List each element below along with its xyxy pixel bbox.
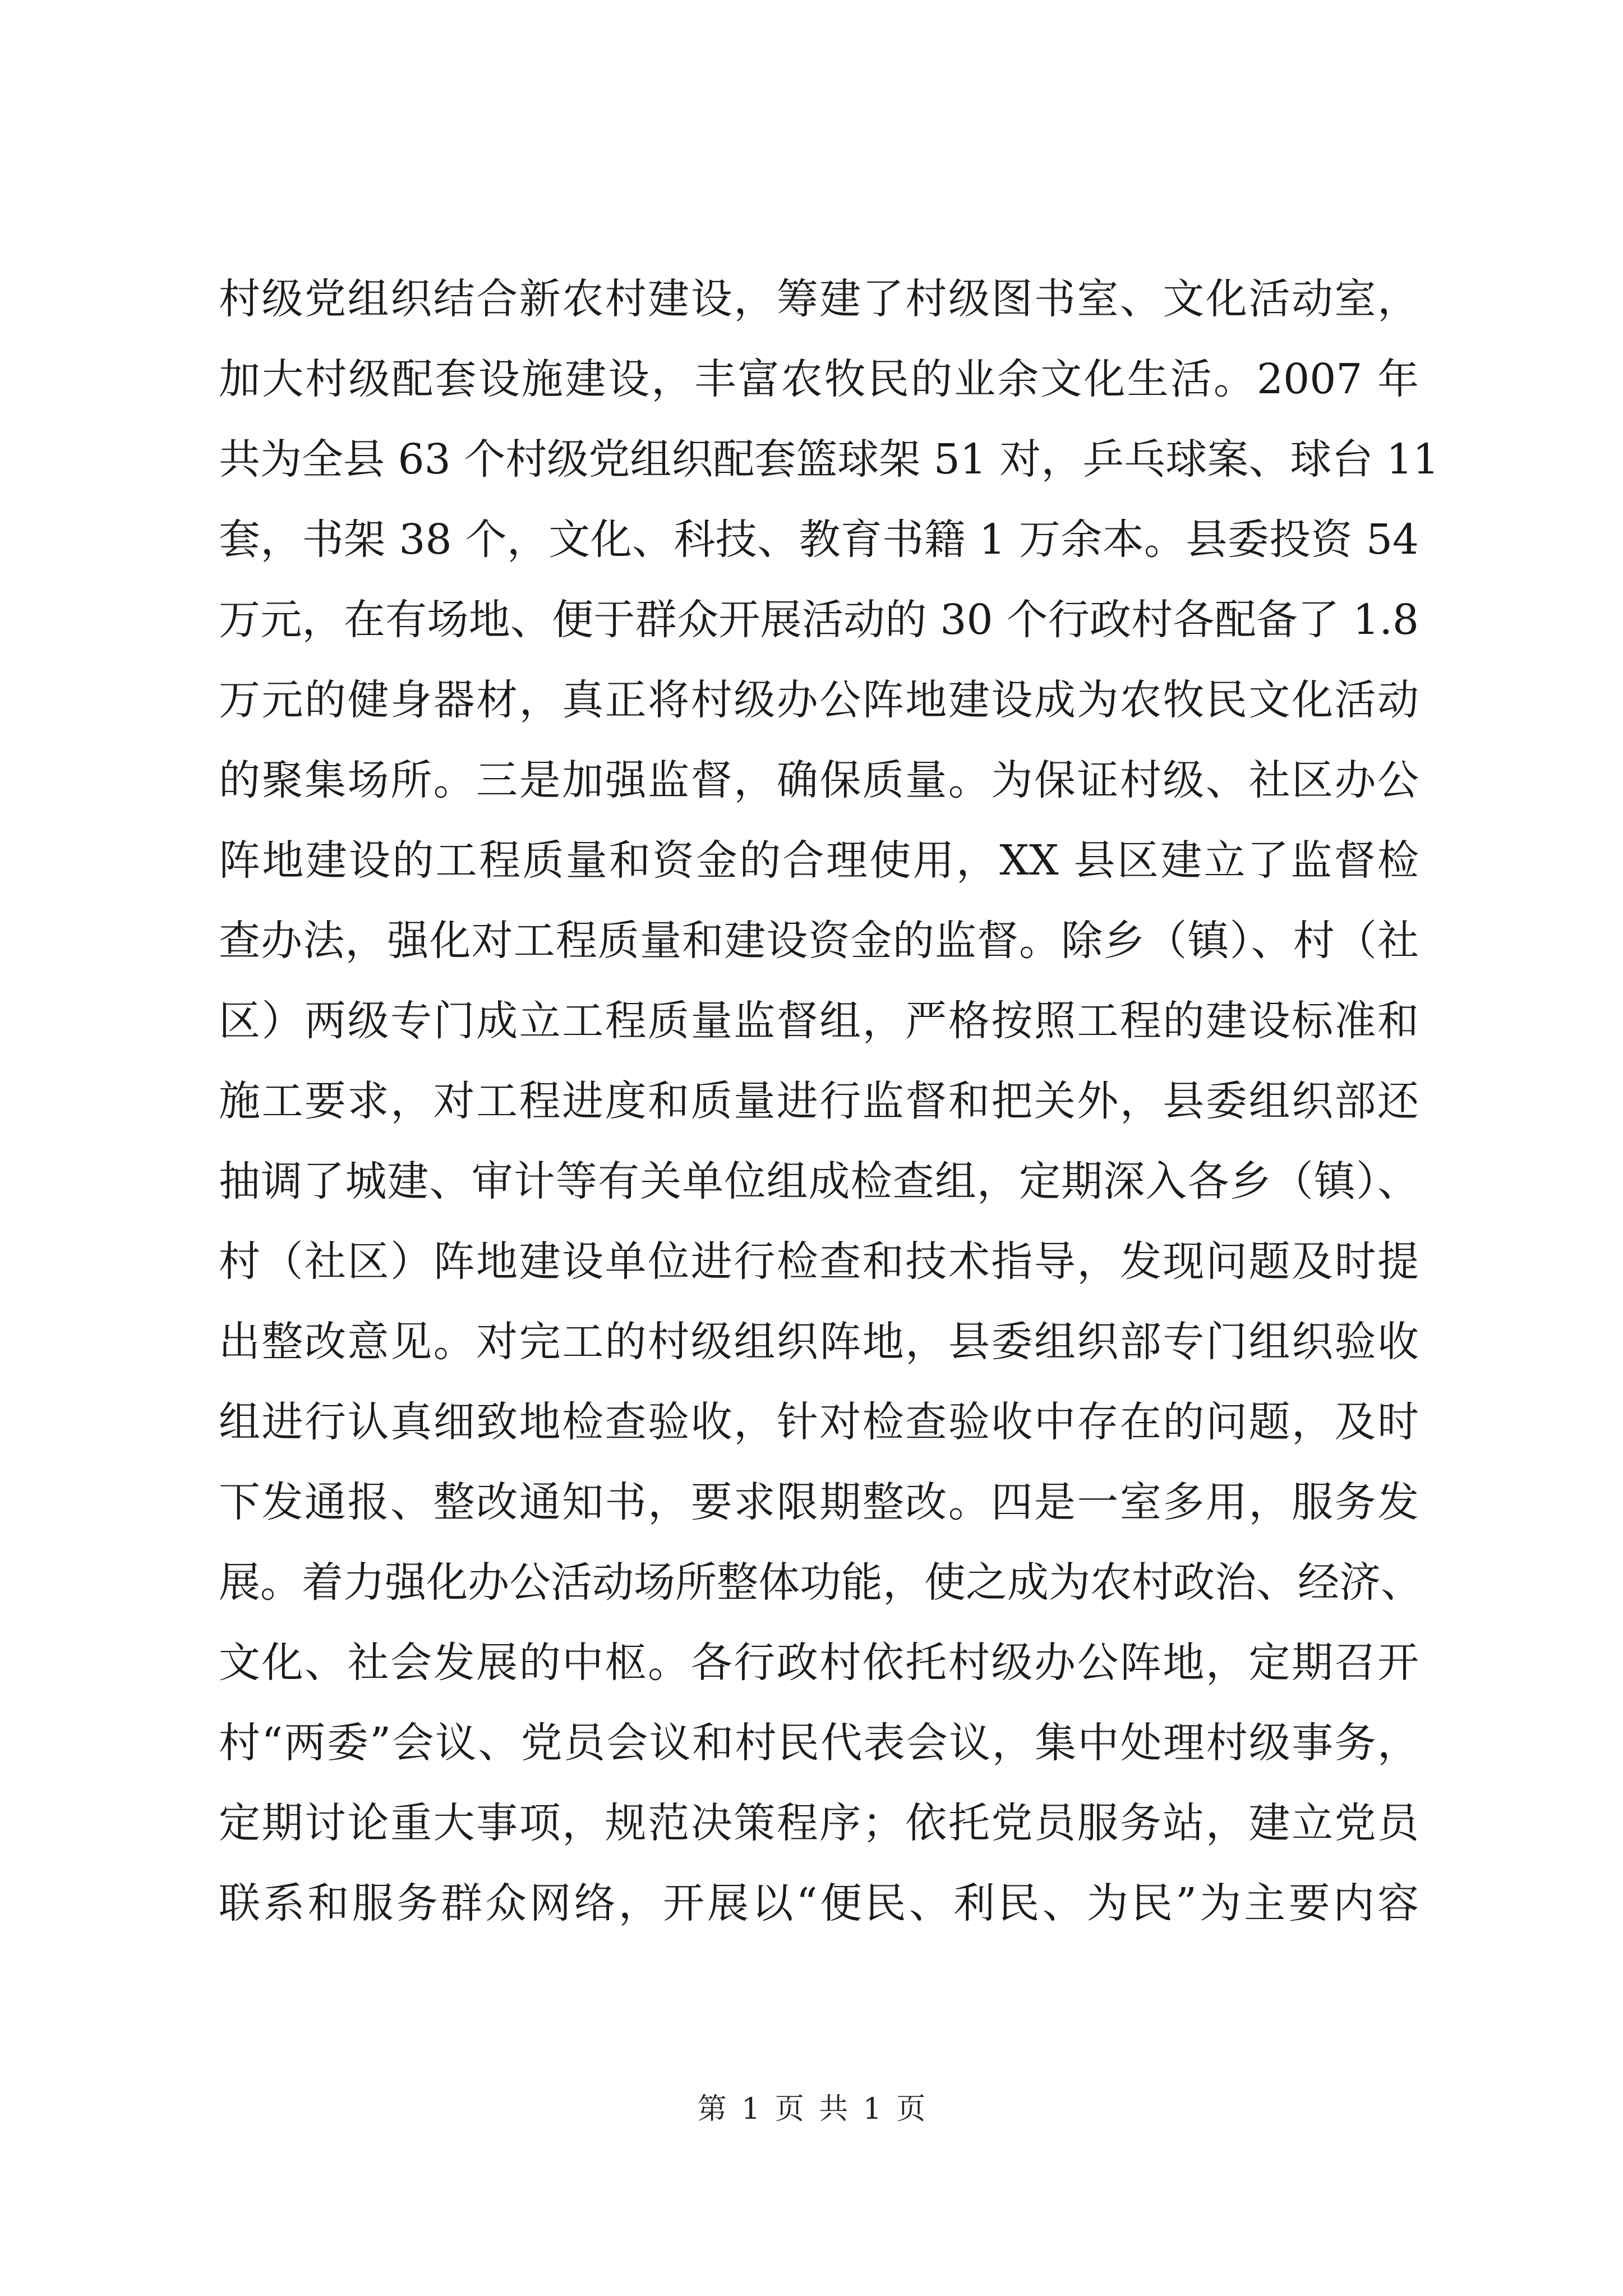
text-line: 村级党组织结合新农村建设，筹建了村级图书室、文化活动室， <box>219 275 1419 323</box>
text-line: 下发通报、整改通知书，要求限期整改。四是一室多用，服务发 <box>219 1478 1419 1526</box>
text-line: 村“两委”会议、党员会议和村民代表会议，集中处理村级事务， <box>219 1719 1419 1767</box>
page-number-footer: 第 1 页 共 1 页 <box>697 2092 926 2126</box>
text-line: 联系和服务群众网络，开展以“便民、利民、为民”为主要内容 <box>219 1879 1419 1927</box>
text-line: 阵地建设的工程质量和资金的合理使用，XX 县区建立了监督检 <box>219 836 1419 885</box>
text-line: 加大村级配套设施建设，丰富农牧民的业余文化生活。2007 年 <box>219 355 1419 403</box>
text-line: 万元的健身器材，真正将村级办公阵地建设成为农牧民文化活动 <box>219 676 1419 724</box>
text-line: 万元，在有场地、便于群众开展活动的 30 个行政村各配备了 1.8 <box>219 596 1419 644</box>
text-line: 定期讨论重大事项，规范决策程序；依托党员服务站，建立党员 <box>219 1799 1419 1847</box>
body-paragraph <box>219 259 1440 1944</box>
text-line: 文化、社会发展的中枢。各行政村依托村级办公阵地，定期召开 <box>219 1639 1419 1687</box>
text-line: 施工要求，对工程进度和质量进行监督和把关外，县委组织部还 <box>219 1077 1419 1125</box>
text-line: 区）两级专门成立工程质量监督组，严格按照工程的建设标准和 <box>219 997 1419 1045</box>
text-line: 展。着力强化办公活动场所整体功能，使之成为农村政治、经济、 <box>219 1558 1422 1607</box>
text-line: 组进行认真细致地检查验收，针对检查验收中存在的问题，及时 <box>219 1398 1419 1446</box>
text-line: 的聚集场所。三是加强监督，确保质量。为保证村级、社区办公 <box>219 756 1419 804</box>
text-line: 村（社区）阵地建设单位进行检查和技术指导，发现问题及时提 <box>219 1237 1419 1286</box>
text-line: 共为全县 63 个村级党组织配套篮球架 51 对，乒乓球案、球台 11 <box>219 435 1440 484</box>
text-line: 套，书架 38 个，文化、科技、教育书籍 1 万余本。县委投资 54 <box>219 516 1419 564</box>
text-line: 抽调了城建、审计等有关单位组成检查组，定期深入各乡（镇）、 <box>219 1157 1419 1205</box>
text-line: 查办法，强化对工程质量和建设资金的监督。除乡（镇）、村（社 <box>219 917 1419 965</box>
text-line: 出整改意见。对完工的村级组织阵地，县委组织部专门组织验收 <box>219 1318 1419 1366</box>
